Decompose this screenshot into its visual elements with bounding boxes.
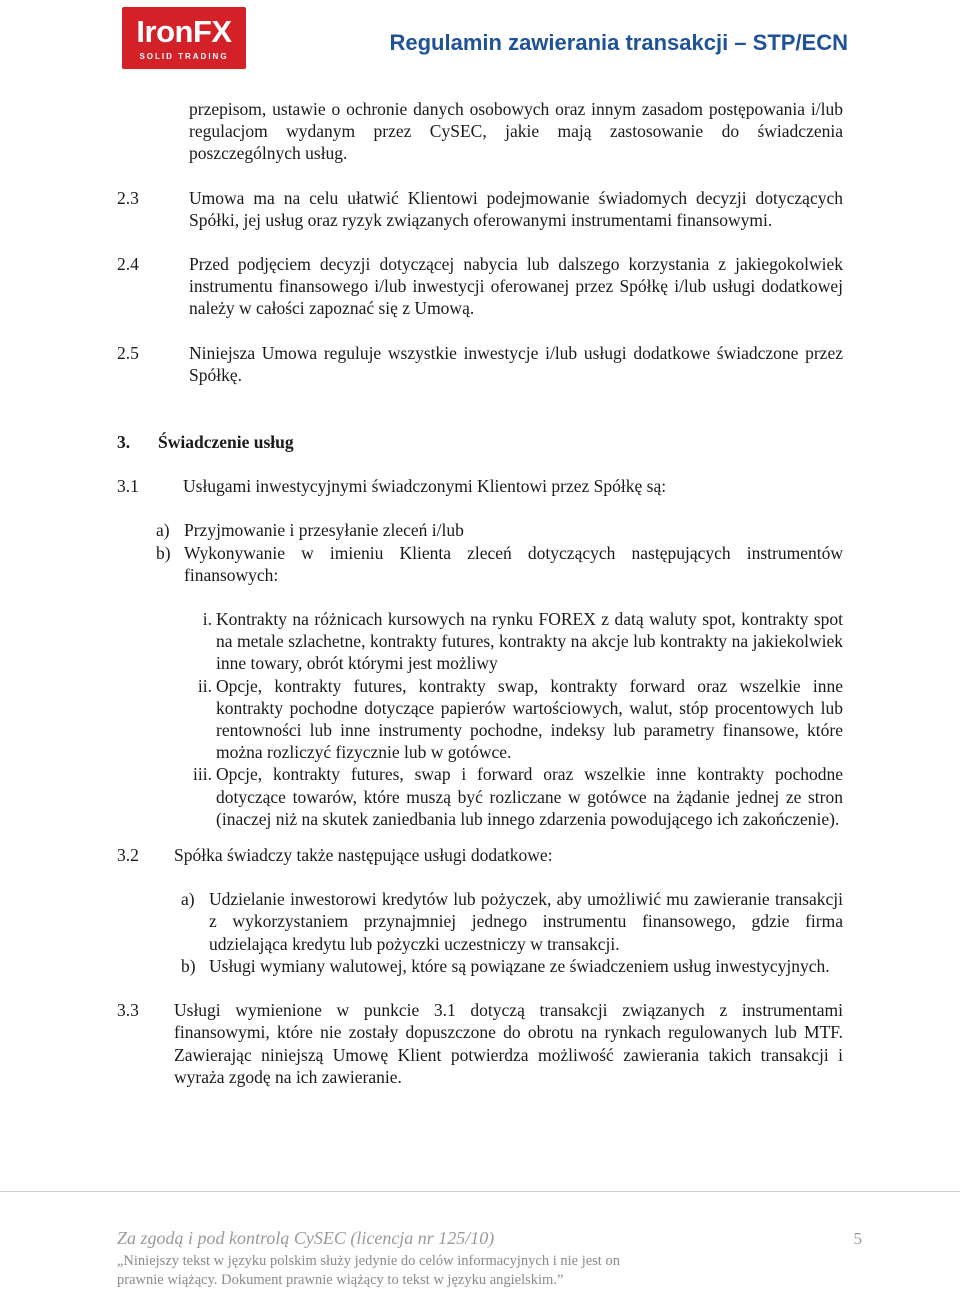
item-text: Opcje, kontrakty futures, swap i forward oraz wszelkie inne kontrakty pochodne dotyczące towarów, które muszą być rozliczane w gotówce na żądanie jednej ze stron (inaczej niż na skutek zaniedbania lub innego zdarzenia powodującego ich zakończenie). <box>216 764 843 829</box>
continuation-paragraph: przepisom, ustawie o ochronie danych osobowych oraz innym zasadom postępowania i/lub regulacjom wydanym przez CySEC, jakie mają zastosowanie do świadczenia poszczególnych usług. <box>189 99 843 164</box>
list-item <box>181 888 843 955</box>
item-label: b) <box>181 955 196 976</box>
clause-2-3 <box>117 187 843 231</box>
item-label: b) <box>156 542 171 563</box>
item-text: Przyjmowanie i przesyłanie zleceń i/lub <box>184 520 464 541</box>
list-item <box>156 542 843 586</box>
clause-text: Umowa ma na celu ułatwić Klientowi podejmowanie świadomych decyzji dotyczących Spółki, jej usług oraz ryzyk związanych oferowanymi instrumentami finansowymi. <box>189 187 843 230</box>
clause-number: 2.5 <box>117 342 139 363</box>
item-label: a) <box>181 889 195 910</box>
logo-text: IronFX <box>136 14 232 49</box>
clause-number: 2.3 <box>117 187 139 208</box>
item-label <box>181 608 212 630</box>
clause-3-1 <box>117 475 843 497</box>
clause-2-5 <box>117 342 843 386</box>
ironfx-logo <box>122 7 246 69</box>
page-number: 5 <box>853 1229 862 1248</box>
item-label <box>181 763 212 785</box>
section-number: 3. <box>117 432 131 453</box>
footer-disclaimer: „Niniejszy tekst w języku polskim służy jedynie do celów informacyjnych i nie jest on prawnie wiążący. Dokument prawnie wiążący to tekst w języku angielskim.” <box>117 1253 620 1288</box>
clause-text: Spółka świadczy także następujące usługi dodatkowe: <box>174 845 553 866</box>
item-label: a) <box>156 520 170 541</box>
footer-divider <box>0 1191 960 1192</box>
roman-numeral: iii. <box>193 764 212 785</box>
item-text: Usługi wymiany walutowej, które są powiązane ze świadczeniem usług inwestycyjnych. <box>209 955 830 976</box>
item-text: Kontrakty na różnicach kursowych na rynku FOREX z datą waluty spot, kontrakty spot na metale szlachetne, kontrakty futures, kontrakty na akcje lub kontrakty na jakiekolwiek inne towary, obrót którymi jest możliwy <box>216 609 843 674</box>
item-text: Opcje, kontrakty futures, kontrakty swap, kontrakty forward oraz wszelkie inne kontrakty pochodne dotyczące papierów wartościowych, walut, stóp procentowych lub rentowności lub inne instrumenty pochodne, indeksy lub parametry finansowe, które można rozliczyć fizycznie lub w gotówce. <box>216 675 843 763</box>
clause-text: Niniejsza Umowa reguluje wszystkie inwestycje i/lub usługi dodatkowe świadczone przez Spółkę. <box>189 342 843 385</box>
clause-2-4 <box>117 253 843 320</box>
clause-number: 2.4 <box>117 254 139 275</box>
logo-subtext: SOLID TRADING <box>139 52 229 61</box>
section-3-heading <box>117 431 843 453</box>
list-item <box>181 608 843 675</box>
roman-numeral: ii. <box>197 675 212 696</box>
list-item <box>181 675 843 764</box>
clause-text: Usługi wymienione w punkcie 3.1 dotyczą transakcji związanych z instrumentami finansowymi, które nie zostały dopuszczone do obrotu na rynkach regulowanych lub MTF. Zawierając niniejszą Umowę Klient potwierdza możliwość zawierania takich transakcji i wyraża zgodę na ich zawieranie. <box>174 1000 843 1087</box>
section-title: Świadczenie usług <box>158 432 294 453</box>
list-item <box>181 955 843 977</box>
list-item <box>156 519 843 541</box>
item-text: Udzielanie inwestorowi kredytów lub pożyczek, aby umożliwić mu zawieranie transakcji z wykorzystaniem przynajmniej jednego instrumentu finansowego, gdzie firma udzielająca kredytu lub pożyczki uczestniczy w transakcji. <box>209 889 843 954</box>
clause-number: 3.1 <box>117 476 139 497</box>
item-label <box>181 675 212 697</box>
document-title: Regulamin zawierania transakcji – STP/ECN <box>389 30 848 55</box>
clause-number: 3.2 <box>117 845 139 866</box>
clause-3-2 <box>117 844 843 866</box>
clause-text: Usługami inwestycyjnymi świadczonymi Klientowi przez Spółkę są: <box>183 476 667 497</box>
clause-3-3 <box>117 999 843 1088</box>
list-item <box>181 763 843 830</box>
footer-license: Za zgodą i pod kontrolą CySEC (licencja nr 125/10) <box>117 1228 495 1248</box>
clause-text: Przed podjęciem decyzji dotyczącej nabycia lub dalszego korzystania z jakiegokolwiek instrumentu finansowego i/lub inwestycji oferowanej przez Spółkę i/lub usługi dodatkowej należy w całości zapoznać się z Umową. <box>189 254 843 319</box>
document-body <box>117 98 843 1088</box>
roman-numeral: i. <box>202 609 212 630</box>
item-text: Wykonywanie w imieniu Klienta zleceń dotyczących następujących instrumentów finansowych: <box>184 542 843 585</box>
clause-number: 3.3 <box>117 1000 139 1021</box>
